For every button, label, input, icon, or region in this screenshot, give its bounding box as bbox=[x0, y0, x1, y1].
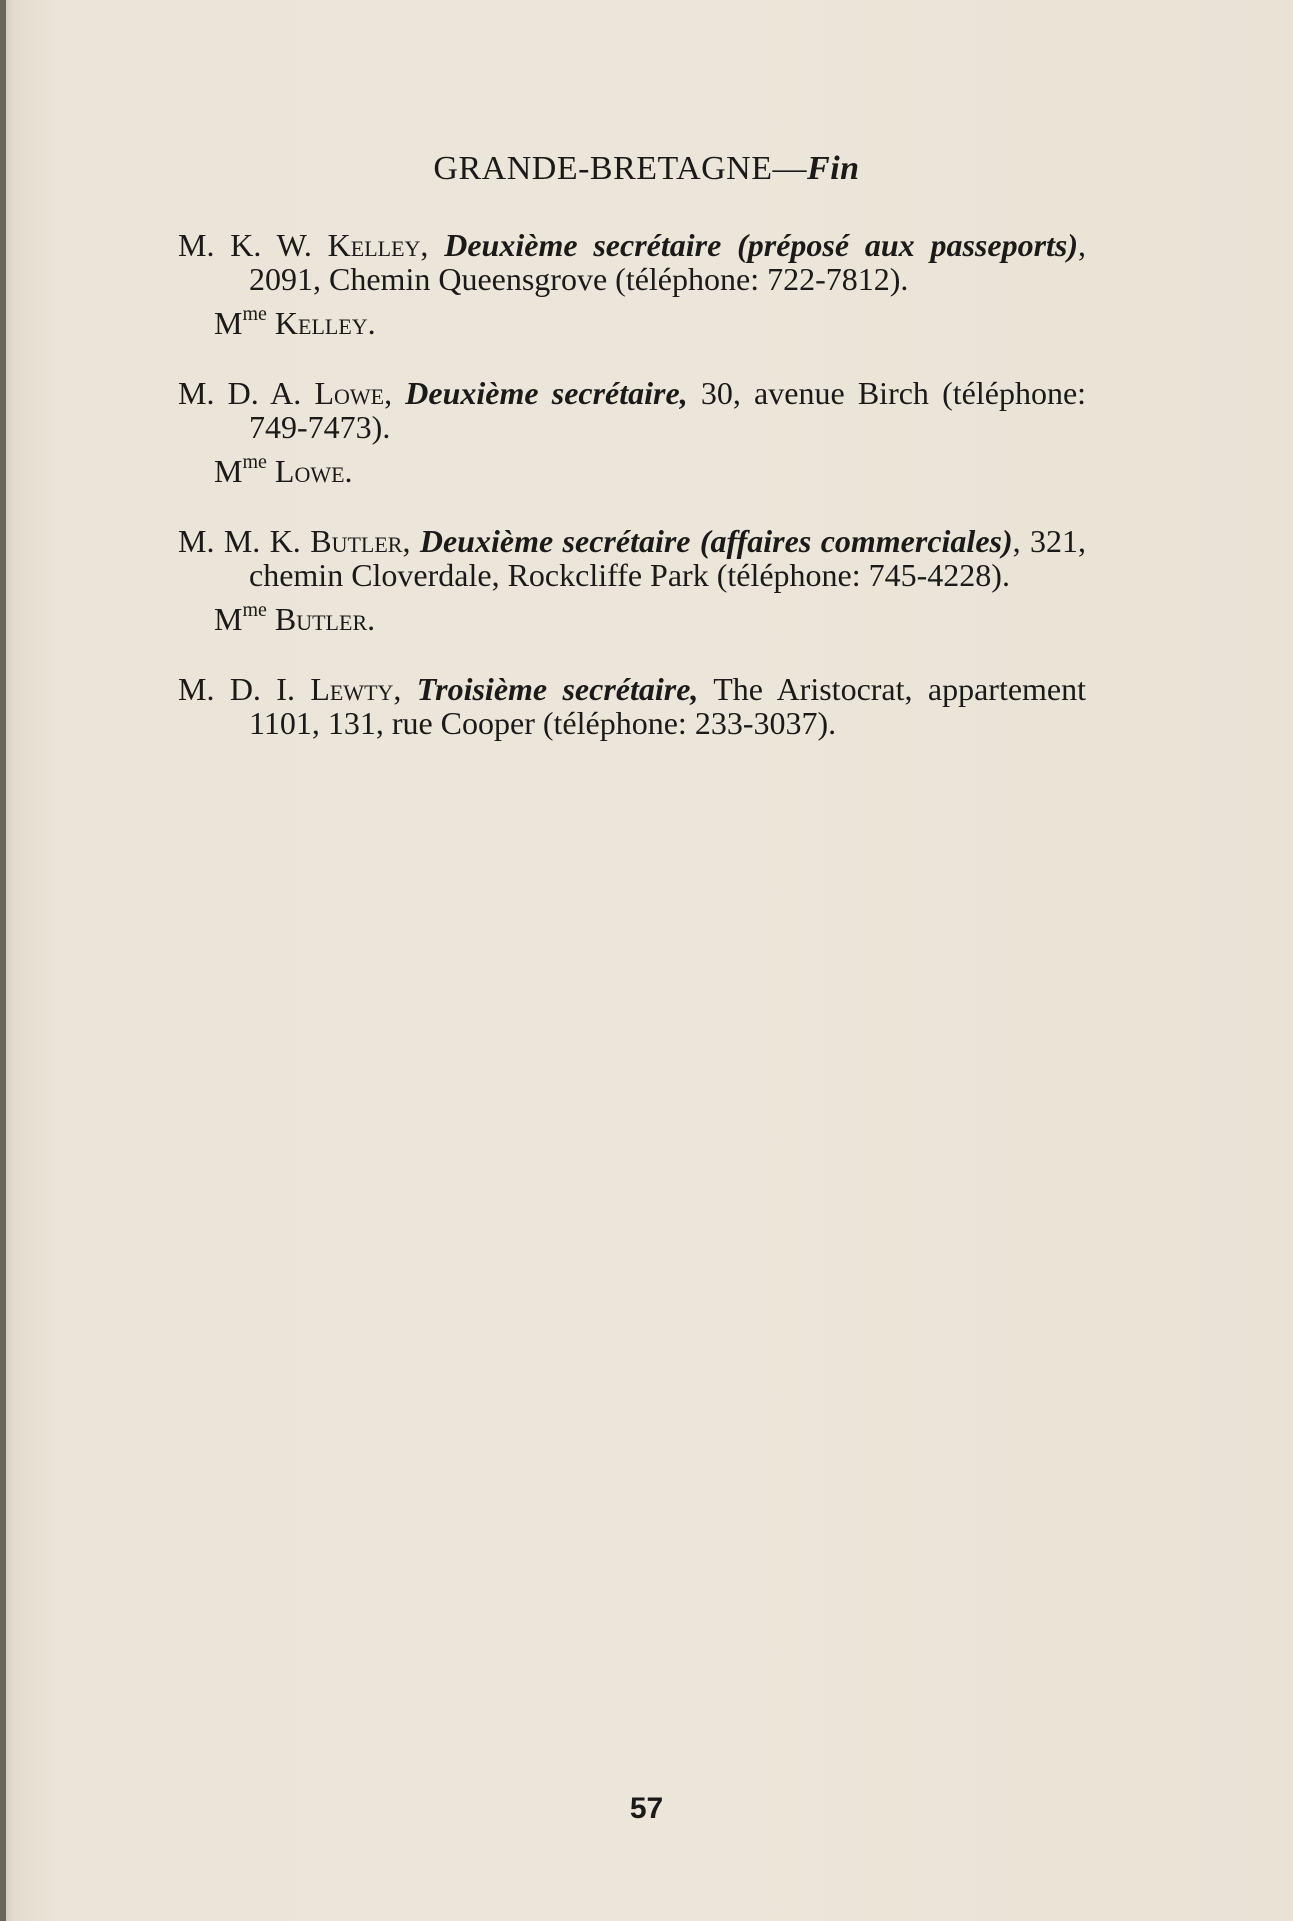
section-suffix: Fin bbox=[807, 150, 860, 187]
spouse-name: Butler. bbox=[266, 601, 376, 637]
entry-title: Deuxième secrétaire (affaires commerciales) bbox=[419, 523, 1013, 559]
entry-spouse bbox=[214, 451, 1086, 489]
spouse-name: Lowe. bbox=[266, 453, 353, 489]
entry-spouse bbox=[214, 303, 1086, 341]
entry-main bbox=[178, 672, 1086, 740]
entry-title: Troisième secrétaire, bbox=[416, 671, 699, 707]
entry-separator: , bbox=[420, 227, 445, 263]
entry-name: Lowe bbox=[314, 375, 385, 411]
spouse-sup: me bbox=[242, 599, 267, 621]
entry-address: The Aristocrat, appartement 1101, 131, rue Cooper (téléphone: 233-3037). bbox=[249, 671, 1087, 741]
spouse-prefix: M bbox=[214, 453, 243, 489]
entry-prefix: M. D. I. bbox=[178, 671, 311, 707]
entry-spouse bbox=[214, 599, 1086, 637]
list-item bbox=[178, 228, 1086, 340]
entry-name: Kelley bbox=[327, 227, 421, 263]
entry-separator: , bbox=[393, 671, 417, 707]
entry-title: Deuxième secrétaire, bbox=[405, 375, 688, 411]
page-number: 57 bbox=[629, 1792, 664, 1825]
entry-name: Butler bbox=[310, 523, 403, 559]
entry-prefix: M. D. A. bbox=[178, 375, 315, 411]
entry-prefix: M. K. W. bbox=[178, 227, 328, 263]
entry-address: , 321, chemin Cloverdale, Rockcliffe Park (téléphone: 745-4228). bbox=[249, 523, 1087, 593]
section-title: GRANDE-BRETAGNE— bbox=[433, 150, 808, 187]
list-item bbox=[178, 376, 1086, 488]
entry-separator: , bbox=[384, 375, 406, 411]
spouse-prefix: M bbox=[214, 601, 243, 637]
entry-main bbox=[178, 376, 1086, 444]
spouse-sup: me bbox=[242, 303, 267, 325]
entry-address: 30, avenue Birch (téléphone: 749-7473). bbox=[249, 375, 1087, 445]
entry-list bbox=[178, 228, 1086, 776]
entry-separator: , bbox=[402, 523, 420, 559]
entry-main bbox=[178, 524, 1086, 592]
spouse-name: Kelley. bbox=[266, 305, 376, 341]
spouse-sup: me bbox=[242, 451, 267, 473]
section-header bbox=[0, 150, 1293, 188]
list-item bbox=[178, 524, 1086, 636]
spouse-prefix: M bbox=[214, 305, 243, 341]
list-item bbox=[178, 672, 1086, 740]
entry-main bbox=[178, 228, 1086, 296]
entry-title: Deuxième secrétaire (préposé aux passeports) bbox=[444, 227, 1079, 263]
entry-address: , 2091, Chemin Queensgrove (téléphone: 722-7812). bbox=[249, 227, 1087, 297]
entry-name: Lewty bbox=[310, 671, 394, 707]
entry-prefix: M. M. K. bbox=[178, 523, 311, 559]
